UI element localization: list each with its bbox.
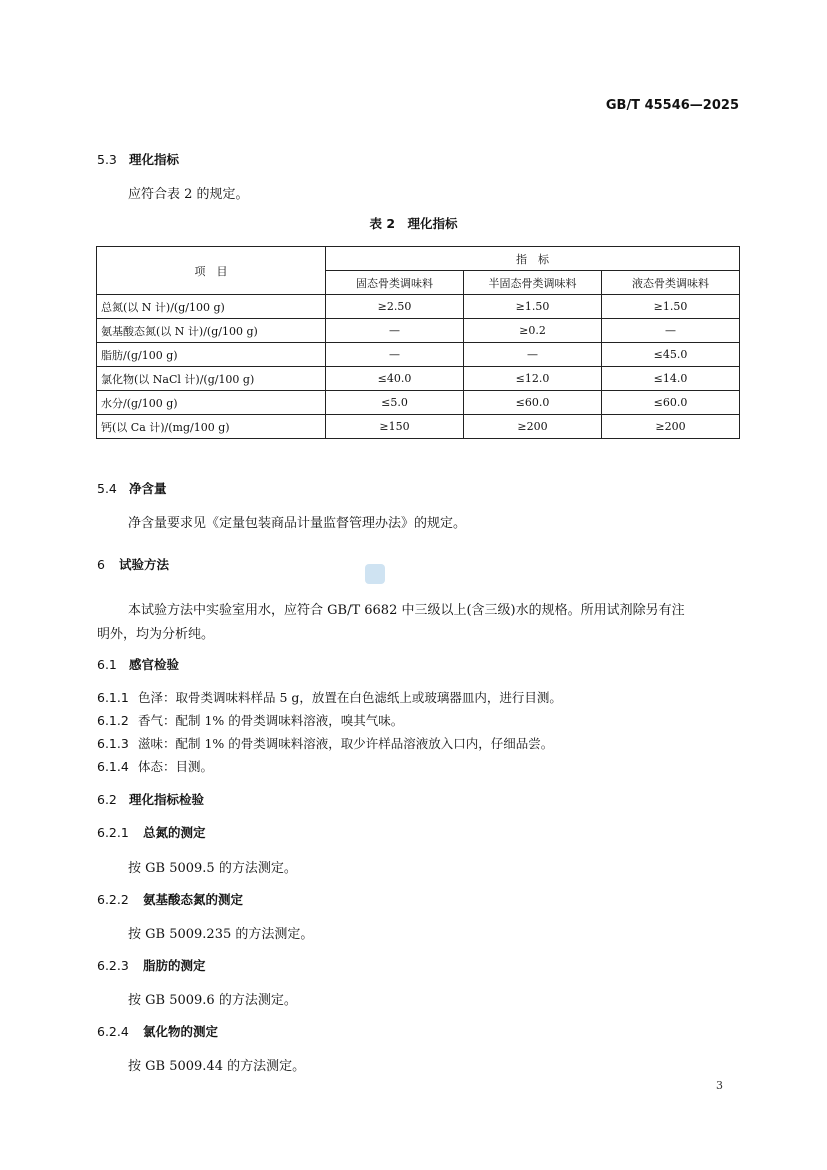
row-value: ≥1.50 — [464, 295, 602, 319]
row-item: 脂肪/(g/100 g) — [97, 343, 326, 367]
section-6-text-line2: 明外，均为分析纯。 — [97, 627, 215, 642]
row-value: ≥2.50 — [326, 295, 464, 319]
row-value: ≤40.0 — [326, 367, 464, 391]
row-value: ≥0.2 — [464, 319, 602, 343]
row-value: ≥150 — [326, 415, 464, 439]
row-value: ≤5.0 — [326, 391, 464, 415]
item-text: 滋味：配制 1% 的骨类调味料溶液，取少许样品溶液放入口内，仔细品尝。 — [138, 736, 554, 751]
item-6-1-2 — [97, 711, 403, 729]
section-number: 6 — [97, 557, 105, 572]
header-item: 项 目 — [97, 247, 326, 295]
item-text: 体态：目测。 — [138, 759, 214, 774]
section-title: 试验方法 — [119, 557, 170, 572]
item-number: 6.1.2 — [97, 713, 129, 728]
section-5-4-heading — [97, 479, 167, 497]
section-6-2-2-text: 按 GB 5009.235 的方法测定。 — [128, 927, 314, 942]
row-value: ≥200 — [602, 415, 740, 439]
row-value: — — [464, 343, 602, 367]
item-number: 6.1.4 — [97, 759, 129, 774]
section-6-2-heading — [97, 790, 204, 808]
section-title: 氨基酸态氮的测定 — [143, 892, 244, 907]
item-number: 6.1.1 — [97, 690, 129, 705]
section-number: 5.3 — [97, 152, 117, 167]
section-title: 脂肪的测定 — [143, 958, 206, 973]
row-value: ≥1.50 — [602, 295, 740, 319]
section-6-2-4-heading — [97, 1022, 218, 1040]
section-6-1-heading — [97, 655, 179, 673]
section-number: 6.2.3 — [97, 958, 129, 973]
section-5-3-text: 应符合表 2 的规定。 — [128, 187, 249, 202]
table-row — [97, 343, 740, 367]
row-value: ≥200 — [464, 415, 602, 439]
section-6-text-line1: 本试验方法中实验室用水，应符合 GB/T 6682 中三级以上(含三级)水的规格。所用试剂除另有注 — [128, 603, 685, 618]
item-6-1-1 — [97, 688, 562, 706]
table-row — [97, 391, 740, 415]
section-title: 氯化物的测定 — [143, 1024, 219, 1039]
section-5-3-heading — [97, 150, 179, 168]
section-6-2-1-text: 按 GB 5009.5 的方法测定。 — [128, 861, 297, 876]
section-title: 净含量 — [129, 481, 167, 496]
row-item: 氨基酸态氮(以 N 计)/(g/100 g) — [97, 319, 326, 343]
section-number: 6.2.1 — [97, 825, 129, 840]
row-item: 氯化物(以 NaCl 计)/(g/100 g) — [97, 367, 326, 391]
header-solid: 固态骨类调味料 — [326, 271, 464, 295]
section-title: 总氮的测定 — [143, 825, 206, 840]
item-text: 色泽：取骨类调味料样品 5 g，放置在白色滤纸上或玻璃器皿内，进行目测。 — [138, 690, 562, 705]
row-value: ≤60.0 — [602, 391, 740, 415]
row-value: — — [602, 319, 740, 343]
row-item: 水分/(g/100 g) — [97, 391, 326, 415]
table-row — [97, 319, 740, 343]
item-text: 香气：配制 1% 的骨类调味料溶液，嗅其气味。 — [138, 713, 404, 728]
section-title: 理化指标检验 — [129, 792, 205, 807]
row-item: 总氮(以 N 计)/(g/100 g) — [97, 295, 326, 319]
row-value: ≤60.0 — [464, 391, 602, 415]
section-6-2-2-heading — [97, 890, 243, 908]
section-number: 6.2 — [97, 792, 117, 807]
item-number: 6.1.3 — [97, 736, 129, 751]
row-value: ≤45.0 — [602, 343, 740, 367]
section-title: 感官检验 — [129, 657, 180, 672]
header-group: 指 标 — [326, 247, 740, 271]
section-6-heading — [97, 555, 169, 573]
item-6-1-3 — [97, 734, 553, 752]
standard-number: GB/T 45546—2025 — [605, 98, 739, 113]
table-row — [97, 295, 740, 319]
table-2 — [96, 246, 740, 439]
section-number: 5.4 — [97, 481, 117, 496]
page-number: 3 — [716, 1079, 723, 1092]
header-liquid: 液态骨类调味料 — [602, 271, 740, 295]
section-6-2-3-heading — [97, 956, 206, 974]
section-6-2-3-text: 按 GB 5009.6 的方法测定。 — [128, 993, 297, 1008]
row-item: 钙(以 Ca 计)/(mg/100 g) — [97, 415, 326, 439]
section-6-2-1-heading — [97, 823, 206, 841]
table-caption: 表 2 理化指标 — [369, 216, 458, 231]
section-title: 理化指标 — [129, 152, 180, 167]
section-number: 6.2.4 — [97, 1024, 129, 1039]
section-6-2-4-text: 按 GB 5009.44 的方法测定。 — [128, 1059, 306, 1074]
row-value: — — [326, 319, 464, 343]
row-value: ≤12.0 — [464, 367, 602, 391]
item-6-1-4 — [97, 757, 213, 775]
table-row — [97, 415, 740, 439]
table-row — [97, 367, 740, 391]
watermark-logo — [365, 564, 385, 584]
section-number: 6.2.2 — [97, 892, 129, 907]
header-semisolid: 半固态骨类调味料 — [464, 271, 602, 295]
row-value: ≤14.0 — [602, 367, 740, 391]
row-value: — — [326, 343, 464, 367]
section-number: 6.1 — [97, 657, 117, 672]
section-5-4-text: 净含量要求见《定量包装商品计量监督管理办法》的规定。 — [128, 516, 467, 531]
